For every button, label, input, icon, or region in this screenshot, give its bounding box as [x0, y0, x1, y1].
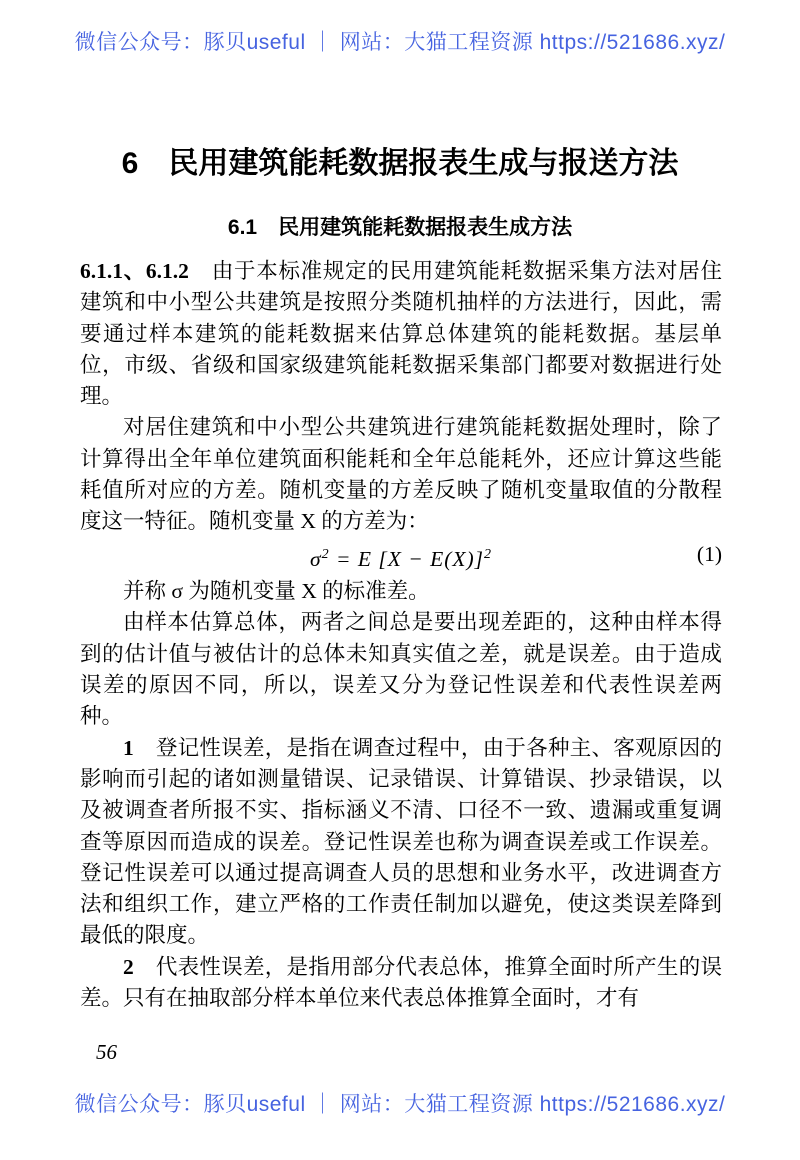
equation-1 — [80, 538, 722, 576]
paragraph — [80, 576, 722, 607]
equation-body: = E [X − E(X)] — [329, 546, 485, 571]
list-item-1 — [80, 733, 722, 952]
paragraph-text: 登记性误差，是指在调查过程中，由于各种主、客观原因的影响而引起的诸如测量错误、记录错误、计算错误、抄录错误，以及被调查者所报不实、指标涵义不清、口径不一致、遗漏或重复调查等原因而造成的误差。登记性误差也称为调查误差或工作误差。登记性误差可以通过提高调查人员的思想和业务水平，改进调查方法和组织工作，建立严格的工作责任制加以避免，使这类误差降到最低的限度。 — [80, 735, 722, 948]
section-title: 6.1 民用建筑能耗数据报表生成方法 — [227, 216, 573, 239]
paragraph — [80, 607, 722, 732]
bottom-watermark: 微信公众号：豚贝useful ｜ 网站：大猫工程资源 https://521686.xyz/ — [74, 1093, 726, 1116]
paragraph-text: 代表性误差，是指用部分代表总体，推算全面时所产生的误差。只有在抽取部分样本单位来代表总体推算全面时，才有 — [80, 954, 722, 1010]
paragraph — [80, 256, 722, 412]
paragraph — [80, 412, 722, 537]
equation-number: (1) — [696, 541, 722, 566]
list-item-2 — [80, 952, 722, 1015]
body-text — [80, 256, 722, 1014]
page-number: 56 — [96, 1040, 117, 1064]
chapter-title: 6 民用建筑能耗数据报表生成与报送方法 — [121, 147, 679, 180]
clause-number: 6.1.1、6.1.2 — [80, 259, 212, 283]
list-number: 1 — [123, 735, 156, 760]
sigma-exponent: 2 — [321, 546, 330, 562]
equation-expression — [310, 547, 492, 571]
paragraph-text: 由于本标准规定的民用建筑能耗数据采集方法对居住建筑和中小型公共建筑是按照分类随机抽样的方法进行，因此，需要通过样本建筑的能耗数据来估算总体建筑的能耗数据。基层单位，市级、省级和国家级建筑能耗数据采集部门都要对数据进行处理。 — [80, 259, 722, 409]
list-number: 2 — [123, 954, 156, 979]
paragraph-text: 由样本估算总体，两者之间总是要出现差距的，这种由样本得到的估计值与被估计的总体未知真实值之差，就是误差。由于造成误差的原因不同，所以，误差又分为登记性误差和代表性误差两种。 — [80, 610, 722, 729]
paragraph-text: 并称 σ 为随机变量 X 的标准差。 — [123, 579, 430, 604]
sigma-symbol: σ — [309, 546, 322, 571]
top-watermark: 微信公众号：豚贝useful ｜ 网站：大猫工程资源 https://521686.xyz/ — [74, 31, 726, 54]
paragraph-text: 对居住建筑和中小型公共建筑进行建筑能耗数据处理时，除了计算得出全年单位建筑面积能耗和全年总能耗外，还应计算这些能耗值所对应的方差。随机变量的方差反映了随机变量取值的分散程度这一特征。随机变量 X 的方差为： — [80, 415, 722, 534]
equation-exponent: 2 — [484, 546, 493, 562]
